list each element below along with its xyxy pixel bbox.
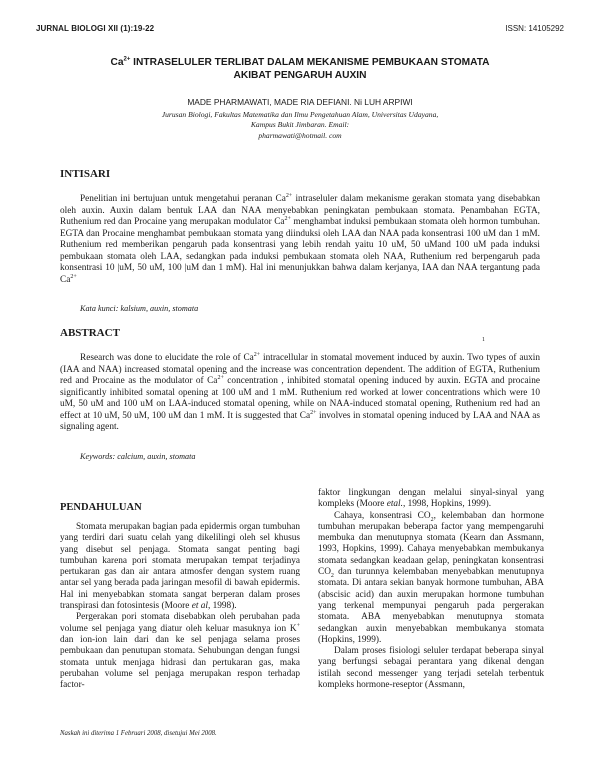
right-column [318,488,544,691]
abstract-text-3: concentration , inhibited stomatal opening induced by auxin. EGTA and procaine significantly inhibited somatal opening at 100 uM and 1 mM. Ruthenium red worked at lower concentrations which were 10 uM, 50 uM and 100 uM on LAA-induced stomatal opening, while on NAA-induced stomatal opening, Ruthenium red had an effect at 10 uM, 50 uM, 100 uM dan 1 mM. It is suggested that Ca [60,376,540,421]
ca-charge-5: 2+ [217,374,224,381]
co2-subscript-2: 2 [330,572,334,579]
intro-p2-text-a: Pergerakan pori stomata disebabkan oleh perubahan pada volume sel penjaga yang diatur oleh keluar masuknya ion K [60,612,300,634]
abstract-text-1: Research was done to elucidate the role of Ca [80,353,254,363]
journal-header: JURNAL BIOLOGI XII (1):19-22 [36,24,155,33]
right-p1-text-a: faktor lingkungan dengan melalui sinyal-sinyal yang kompleks (Moore [318,488,544,510]
ca-charge-1: 2+ [285,192,293,199]
intro-paragraph-2 [60,612,300,691]
intisari-text-3: menghambat induksi pembukaan stomata oleh hormon tumbuhan. EGTA dan Procaine menghambat pembukaan stomata yang diinduksi oleh LAA dan NAA pada konsentrasi 100 uM dan 1 mM. Ruthenium red memberikan pengaruh pada konsentrasi yang lebih rendah yaitu 10 uM, 50 uMand 100 uM pada induksi pembukaan stomata oleh LAA, sedangkan pada induksi pembukaan stomata oleh NAA, Ruthenium red berpengaruh pada konsentrasi 10 |uM, 50 uM, 100 |uM dan 1 mM). Hal ini menunjukkan bahwa dalam kerjanya, IAA dan NAA tergantung pada Ca [60,217,540,285]
intisari-body [60,194,540,286]
affiliation [60,110,540,141]
intro-p1-text: Stomata merupakan bagian pada epidermis organ tumbuhan yang terdiri dari suatu celah yang dikelilingi oleh sel khusus yang disebut sel penjaga. Stomata sangat penting bagi tumbuhan karena pori stomata merupakan tempat terjadinya pertukaran gas dan air antara atmosfer dengan system ruang antar sel yang berada pada jaringan mesofil di bawah epidermis. Hal ini menyebabkan stomata sangat berperan dalam proses transpirasi dan fotosintesis (Moore [60,522,300,612]
page-mark: 1 [482,337,485,343]
abstract-text-2: intracellular in stomatal movement induced by auxin. Two types of auxin (IAA and NAA) increased stomatal opening and the increase was concentration dependent. The addition of EGTA, Ruthenium red and Procaine as the modulator of Ca [60,353,541,386]
right-paragraph-3: Dalam proses fisiologi seluler terdapat beberapa sinyal yang berfungsi sebagai perantara yang dikenal dengan istilah second messenger yang terjadi setelah terbentuk kompleks hormone-reseptor (Assmann, [318,646,544,691]
right-p1-etal: etal. [386,499,403,510]
title-line1: INTRASELULER TERLIBAT DALAM MEKANISME PEMBUKAAN STOMATA [130,57,490,68]
pendahuluan-heading: PENDAHULUAN [60,502,142,513]
co2-subscript-1: 2 [430,516,434,523]
ca-charge-6: 2+ [310,409,317,416]
left-column [60,522,300,691]
right-p2-text-b: , kelembaban dan hormone tumbuhan merupakan beberapa factor yang mempengaruhi membuka dan menutupnya stomata (Kearn dan Assmann, 1993, Hopkins, 1999). Cahaya menyebabkan membukanya stomata sedangkan keadaan gelap, peningkatan konsentrasi CO [318,510,544,578]
affiliation-line2: Kampus Bukit Jimbaran. Email: [250,120,350,130]
intisari-text-2: intraseluler dalam mekanisme gerakan stomata yang disebabkan oleh auxin. Auxin dalam bentuk LAA dan NAA menyebabkan peningkatan pembukaan stomata. Penambahan EGTA, Ruthenium red dan Procaine yang merupakan modulator Ca [60,194,541,227]
right-p1-text-b: , 1998, Hopkins, 1999). [402,499,492,510]
paper-title [60,56,540,82]
intro-p2-text-b: dan ion-ion lain dari dan ke sel penjaga selama proses pembukaan dan penutupan stomata. Sehubungan dengan fungsi stomata untuk menjaga hidrasi dan pertukaran gas, maka perubahan volume sel penjaga merupakan respon terhadap factor- [60,634,300,691]
ca-charge-3: 2+ [70,273,77,280]
right-paragraph-2 [318,511,544,647]
abstract-text-4: involves in stomatal opening induced by LAA and NAA as signaling agent. [60,410,541,432]
abstract-heading: ABSTRACT [60,327,120,339]
abstract-keywords: Keywords: calcium, auxin, stomata [80,452,196,461]
ca-charge-4: 2+ [253,351,261,358]
right-p2-text-a: Cahaya, konsentrasi CO [334,510,431,521]
affiliation-line1: Jurusan Biologi, Fakultas Matematika dan Ilmu Pengetahuan Alam, Universitas Udayana, [161,110,439,119]
intro-paragraph-1 [60,522,300,612]
intisari-heading: INTISARI [60,168,111,180]
intro-p1-etal: et al [191,601,208,612]
intisari-text-1: Penelitian ini bertujuan untuk mengetahui peranan Ca [80,194,286,204]
issn-header: ISSN: 14105292 [505,24,564,33]
author-list: MADE PHARMAWATI, MADE RIA DEFIANI. Ni LUH ARPIWI [187,97,413,107]
ca-charge-2: 2+ [284,215,291,222]
right-p2-text-c: dan turunnya kelembaban menyebabkan menutupnya stomata. Di antara sekian banyak hormone tumbuhan, ABA (abscisic acid) dan auxin merupakan hormone tumbuhan yang terkenal mempunyai pengaruh pada pergerakan stomata. ABA menyebabkan menutupnya stomata sedangkan auxin menyebabkan membukanya stomata (Hopkins, 1999). [318,567,544,645]
affiliation-email: pharmawati@hotmail. com [258,130,342,140]
right-paragraph-1 [318,488,544,511]
title-ca-charge: 2+ [123,56,131,63]
potassium-charge: + [296,622,300,629]
intisari-keywords: Kata kunci: kalsium, auxin, stomata [80,304,199,313]
abstract-body [60,353,540,434]
title-ca: Ca [110,57,124,68]
intro-p1-end: , 1998). [207,601,237,612]
title-line2: AKIBAT PENGARUH AUXIN [233,70,367,81]
footer-note: Naskah ini diterima 1 Februari 2008, disetujui Mei 2008. [60,730,217,737]
